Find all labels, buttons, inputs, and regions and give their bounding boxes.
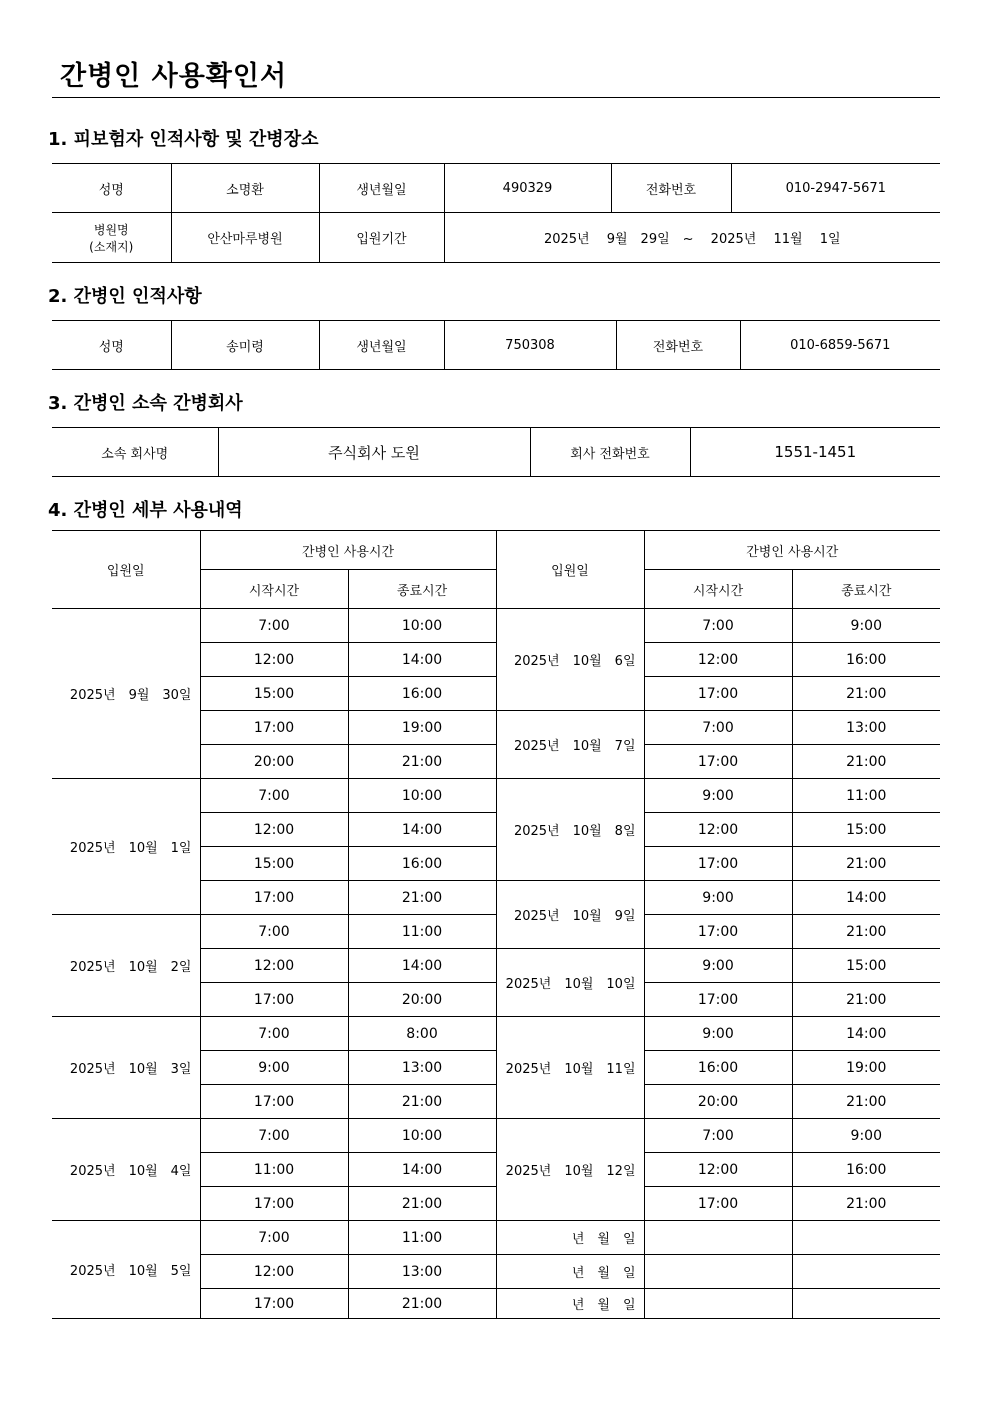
right-start-time: 17:00: [644, 745, 792, 779]
left-start-time: 12:00: [200, 643, 348, 677]
left-start-time: 7:00: [200, 1221, 348, 1255]
left-start-time: 15:00: [200, 847, 348, 881]
table-row: [52, 779, 940, 813]
right-start-time: 9:00: [644, 881, 792, 915]
section4-heading: 4. 간병인 세부 사용내역: [48, 500, 243, 521]
right-start-time: 17:00: [644, 677, 792, 711]
right-end-time: [792, 1289, 940, 1319]
hospital-label-cell: [52, 213, 171, 263]
right-start-time: 9:00: [644, 779, 792, 813]
right-end-time: 21:00: [792, 1187, 940, 1221]
caregiver-birth: 750308: [444, 321, 616, 370]
left-start-time: 7:00: [200, 1119, 348, 1153]
right-date-cell: 2025년 10월 11일: [496, 1017, 644, 1119]
left-end-time: 21:00: [348, 1187, 496, 1221]
hospital-sublabel: (소재지): [89, 239, 134, 254]
right-end-time: 21:00: [792, 983, 940, 1017]
hospital-name: 안산마루병원: [171, 213, 319, 263]
left-start-time: 17:00: [200, 881, 348, 915]
usage-detail-table: [52, 530, 940, 1319]
right-date-cell: 2025년 10월 6일: [496, 609, 644, 711]
left-end-header: 종료시간: [348, 570, 496, 609]
title-divider: [52, 97, 940, 98]
left-date-cell: 2025년 10월 4일: [52, 1119, 200, 1221]
left-end-time: 20:00: [348, 983, 496, 1017]
left-end-time: 13:00: [348, 1255, 496, 1289]
table-row: [52, 1119, 940, 1153]
right-start-header: 시작시간: [644, 570, 792, 609]
insured-name-label: 성명: [52, 164, 171, 213]
company-name: 주식회사 도원: [218, 428, 530, 477]
right-start-time: 9:00: [644, 1017, 792, 1051]
page-title: 간병인 사용확인서: [60, 61, 288, 92]
insured-birth-label: 생년월일: [319, 164, 444, 213]
right-date-cell: 2025년 10월 10일: [496, 949, 644, 1017]
left-start-time: 17:00: [200, 1289, 348, 1319]
right-start-time: 9:00: [644, 949, 792, 983]
section3-heading: 3. 간병인 소속 간병회사: [48, 393, 243, 414]
table-row: [52, 609, 940, 643]
left-start-time: 15:00: [200, 677, 348, 711]
right-start-time: 7:00: [644, 711, 792, 745]
right-end-time: 21:00: [792, 915, 940, 949]
left-end-time: 19:00: [348, 711, 496, 745]
right-end-time: 21:00: [792, 677, 940, 711]
right-start-time: 17:00: [644, 847, 792, 881]
right-end-time: 21:00: [792, 847, 940, 881]
caregiver-name: 송미령: [171, 321, 319, 370]
right-date-cell: 2025년 10월 9일: [496, 881, 644, 949]
right-date-cell: 2025년 10월 8일: [496, 779, 644, 881]
right-end-time: 21:00: [792, 745, 940, 779]
right-start-time: [644, 1289, 792, 1319]
left-end-time: 14:00: [348, 1153, 496, 1187]
left-end-time: 11:00: [348, 1221, 496, 1255]
left-end-time: 14:00: [348, 949, 496, 983]
company-info-table: [52, 427, 940, 477]
left-date-cell: 2025년 10월 1일: [52, 779, 200, 915]
left-end-time: 10:00: [348, 779, 496, 813]
left-date-cell: 2025년 10월 3일: [52, 1017, 200, 1119]
left-start-time: 7:00: [200, 779, 348, 813]
right-start-time: [644, 1221, 792, 1255]
left-start-time: 17:00: [200, 1085, 348, 1119]
table-row: [52, 1017, 940, 1051]
right-end-time: 16:00: [792, 1153, 940, 1187]
company-phone-label: 회사 전화번호: [530, 428, 690, 477]
right-end-time: 15:00: [792, 813, 940, 847]
left-start-time: 7:00: [200, 915, 348, 949]
right-start-time: 17:00: [644, 1187, 792, 1221]
left-end-time: 21:00: [348, 745, 496, 779]
caregiver-name-label: 성명: [52, 321, 171, 370]
caregiver-birth-label: 생년월일: [319, 321, 444, 370]
company-phone: 1551-1451: [690, 428, 940, 477]
left-end-time: 16:00: [348, 847, 496, 881]
right-start-time: 12:00: [644, 813, 792, 847]
right-date-cell: 년 월 일: [496, 1221, 644, 1255]
left-start-time: 9:00: [200, 1051, 348, 1085]
insured-phone: 010-2947-5671: [731, 164, 940, 213]
left-start-time: 17:00: [200, 1187, 348, 1221]
left-end-time: 8:00: [348, 1017, 496, 1051]
left-date-header: 입원일: [52, 531, 200, 609]
right-start-time: 17:00: [644, 915, 792, 949]
left-start-time: 12:00: [200, 813, 348, 847]
right-end-time: [792, 1221, 940, 1255]
left-start-time: 12:00: [200, 1255, 348, 1289]
company-label: 소속 회사명: [52, 428, 218, 477]
caregiver-phone-label: 전화번호: [616, 321, 740, 370]
insured-info-table: [52, 163, 940, 263]
right-end-time: 13:00: [792, 711, 940, 745]
right-end-time: 19:00: [792, 1051, 940, 1085]
section2-heading: 2. 간병인 인적사항: [48, 286, 202, 307]
right-date-header: 입원일: [496, 531, 644, 609]
right-start-time: 20:00: [644, 1085, 792, 1119]
left-start-time: 11:00: [200, 1153, 348, 1187]
left-end-time: 21:00: [348, 881, 496, 915]
left-end-time: 13:00: [348, 1051, 496, 1085]
left-start-time: 17:00: [200, 983, 348, 1017]
left-end-time: 16:00: [348, 677, 496, 711]
caregiver-phone: 010-6859-5671: [740, 321, 940, 370]
right-date-cell: 년 월 일: [496, 1255, 644, 1289]
right-end-time: 11:00: [792, 779, 940, 813]
admission-period: 2025년 9월 29일 ~ 2025년 11월 1일: [444, 213, 940, 263]
left-end-time: 21:00: [348, 1289, 496, 1319]
right-end-time: [792, 1255, 940, 1289]
insured-name: 소명환: [171, 164, 319, 213]
right-date-cell: 2025년 10월 12일: [496, 1119, 644, 1221]
left-date-cell: 2025년 9월 30일: [52, 609, 200, 779]
left-date-cell: 2025년 10월 2일: [52, 915, 200, 1017]
section1-heading: 1. 피보험자 인적사항 및 간병장소: [48, 129, 319, 150]
left-start-time: 20:00: [200, 745, 348, 779]
left-end-time: 10:00: [348, 609, 496, 643]
left-end-time: 14:00: [348, 813, 496, 847]
left-end-time: 11:00: [348, 915, 496, 949]
right-end-time: 21:00: [792, 1085, 940, 1119]
right-start-time: 16:00: [644, 1051, 792, 1085]
insured-phone-label: 전화번호: [611, 164, 731, 213]
right-start-time: 7:00: [644, 609, 792, 643]
right-usage-header: 간병인 사용시간: [644, 531, 940, 570]
left-usage-header: 간병인 사용시간: [200, 531, 496, 570]
right-end-time: 14:00: [792, 881, 940, 915]
hospital-label: 병원명: [93, 222, 129, 237]
right-end-time: 9:00: [792, 1119, 940, 1153]
left-date-cell: 2025년 10월 5일: [52, 1221, 200, 1319]
right-end-time: 15:00: [792, 949, 940, 983]
right-start-time: 7:00: [644, 1119, 792, 1153]
right-end-time: 9:00: [792, 609, 940, 643]
right-start-time: 17:00: [644, 983, 792, 1017]
left-end-time: 14:00: [348, 643, 496, 677]
right-end-time: 14:00: [792, 1017, 940, 1051]
left-start-time: 12:00: [200, 949, 348, 983]
caregiver-info-table: [52, 320, 940, 370]
left-end-time: 21:00: [348, 1085, 496, 1119]
table-row: [52, 1221, 940, 1255]
right-end-header: 종료시간: [792, 570, 940, 609]
left-start-time: 7:00: [200, 1017, 348, 1051]
left-start-header: 시작시간: [200, 570, 348, 609]
right-date-cell: 년 월 일: [496, 1289, 644, 1319]
right-start-time: 12:00: [644, 643, 792, 677]
right-start-time: 12:00: [644, 1153, 792, 1187]
period-label: 입원기간: [319, 213, 444, 263]
right-date-cell: 2025년 10월 7일: [496, 711, 644, 779]
left-start-time: 7:00: [200, 609, 348, 643]
right-end-time: 16:00: [792, 643, 940, 677]
insured-birth: 490329: [444, 164, 611, 213]
left-start-time: 17:00: [200, 711, 348, 745]
left-end-time: 10:00: [348, 1119, 496, 1153]
right-start-time: [644, 1255, 792, 1289]
